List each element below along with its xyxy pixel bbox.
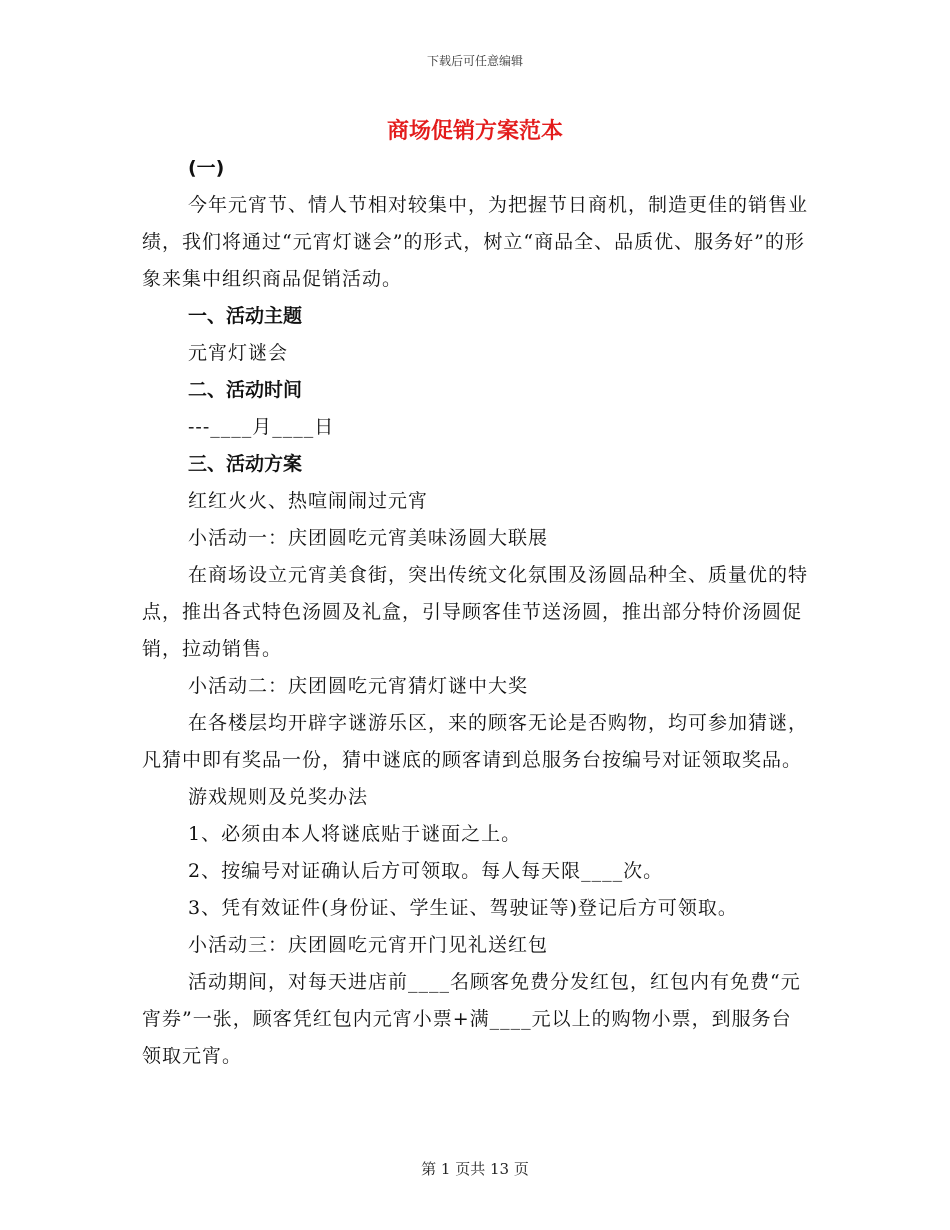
paragraph-time: ---____月____日 <box>188 416 335 438</box>
header-note: 下载后可任意编辑 <box>426 54 523 68</box>
heading-theme: 一、活动主题 <box>188 305 303 327</box>
heading-plan: 三、活动方案 <box>188 453 303 475</box>
page-footer: 第 1 页共 13 页 <box>421 1160 529 1178</box>
document-body <box>142 150 810 1075</box>
activity2-body: 在各楼层均开辟字谜游乐区，来的顾客无论是否购物，均可参加猜谜，凡猜中即有奖品一份，猜中谜底的顾客请到总服务台按编号对证领取奖品。 <box>142 712 809 771</box>
rule-3: 3、凭有效证件(身份证、学生证、驾驶证等)登记后方可领取。 <box>188 897 738 919</box>
paragraph-slogan: 红红火火、热喧闹闹过元宵 <box>188 490 429 512</box>
activity2-title: 小活动二：庆团圆吃元宵猜灯谜中大奖 <box>188 675 529 697</box>
document-title: 商场促销方案范本 <box>386 119 563 144</box>
heading-time: 二、活动时间 <box>188 379 303 401</box>
activity1-title: 小活动一：庆团圆吃元宵美味汤圆大联展 <box>188 527 549 549</box>
paragraph-intro: 今年元宵节、情人节相对较集中，为把握节日商机，制造更佳的销售业绩，我们将通过“元宵灯谜会”的形式，树立“商品全、品质优、服务好”的形象来集中组织商品促销活动。 <box>142 194 809 290</box>
rule-1: 1、必须由本人将谜底贴于谜面之上。 <box>188 823 522 845</box>
rule-2: 2、按编号对证确认后方可领取。每人每天限____次。 <box>188 860 664 882</box>
activity3-title: 小活动三：庆团圆吃元宵开门见礼送红包 <box>188 934 549 956</box>
activity1-body: 在商场设立元宵美食街，突出传统文化氛围及汤圆品种全、质量优的特点，推出各式特色汤圆及礼盒，引导顾客佳节送汤圆，推出部分特价汤圆促销，拉动销售。 <box>142 564 809 660</box>
section-label: (一) <box>188 157 225 179</box>
activity3-body: 活动期间，对每天进店前____名顾客免费分发红包，红包内有免费“元宵券”一张，顾客凭红包内元宵小票+满____元以上的购物小票，到服务台领取元宵。 <box>142 971 801 1067</box>
paragraph-theme: 元宵灯谜会 <box>188 342 289 364</box>
rules-title: 游戏规则及兑奖办法 <box>188 786 369 808</box>
